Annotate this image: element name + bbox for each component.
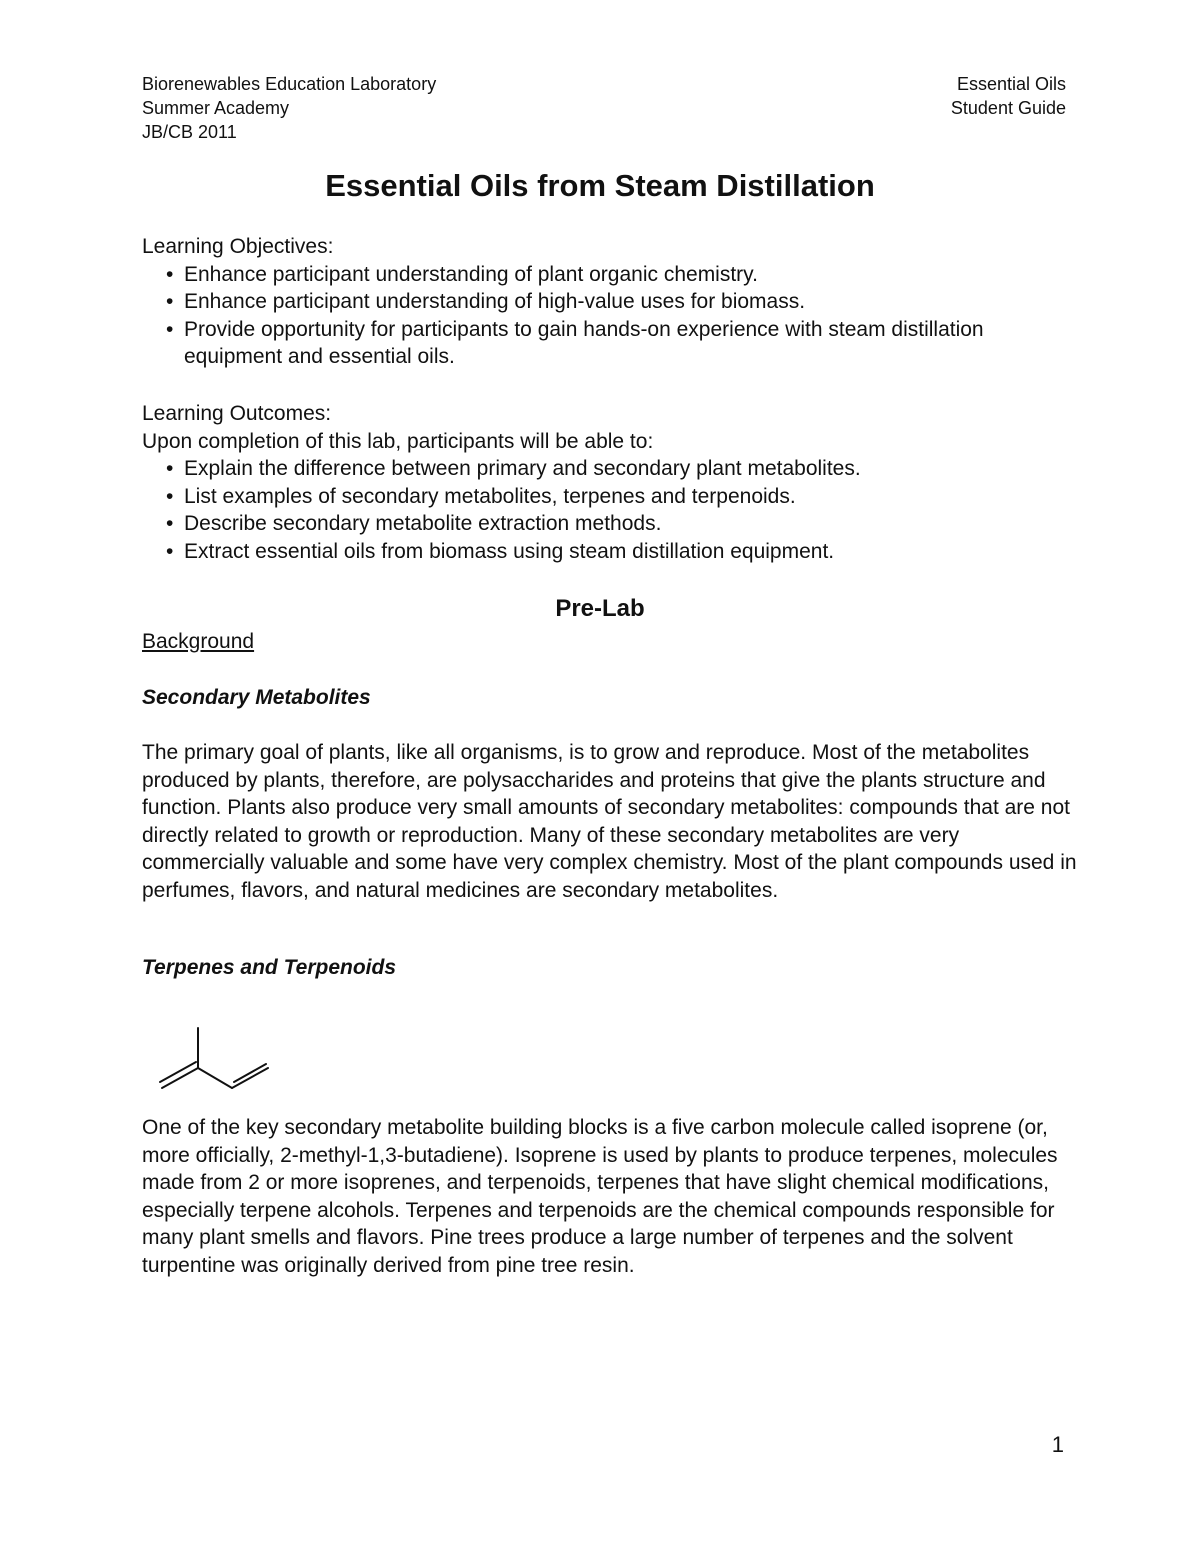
list-item: • Enhance participant understanding of high-value uses for biomass. [162, 288, 1082, 316]
header-left [142, 72, 436, 144]
bullet-icon: • [166, 290, 174, 313]
objectives-list [142, 261, 1082, 371]
bullet-icon: • [166, 317, 174, 341]
secondary-metabolites-heading: Secondary Metabolites [142, 686, 371, 709]
list-item: • List examples of secondary metabolites, terpenes and terpenoids. [162, 483, 1082, 511]
secondary-metabolites-paragraph: The primary goal of plants, like all organisms, is to grow and reproduce. Most of the metabolites produced by plants, therefore, are polysaccharides and proteins that give the plants structure and function. Plants also produce very small amounts of secondary metabolites: compounds that are not directly related to growth or reproduction. Many of these secondary metabolites are very commercially valuable and some have very complex chemistry. Most of the plant compounds used in perfumes, flavors, and natural medicines are secondary metabolites. [142, 741, 1077, 902]
learning-outcomes-section [142, 400, 1082, 565]
page-number: 1 [1051, 1432, 1064, 1457]
single-bond-center [198, 1068, 232, 1088]
bullet-icon: • [166, 539, 174, 563]
bullet-icon: • [166, 512, 174, 535]
terpenes-section [142, 1114, 1077, 1279]
objectives-label: Learning Objectives: [142, 235, 334, 258]
list-item: • Describe secondary metabolite extraction methods. [162, 510, 1082, 538]
header-authors-year: JB/CB 2011 [142, 122, 237, 142]
bullet-icon: • [166, 484, 174, 508]
bullet-icon: • [166, 262, 174, 286]
bullet-icon: • [166, 457, 174, 480]
list-item: • Extract essential oils from biomass using steam distillation equipment. [162, 538, 1082, 566]
list-item: • Provide opportunity for participants to gain hands-on experience with steam distillation equipment and essential oils. [166, 317, 984, 368]
terpenes-paragraph: One of the key secondary metabolite building blocks is a five carbon molecule called isoprene (or, more officially, 2-methyl-1,3-butadiene). Isoprene is used by plants to produce terpenes, molecules made from 2 or more isoprenes, and terpenoids, terpenes that have slight chemical modifications, especially terpene alcohols. Terpenes and terpenoids are the chemical compounds responsible for many plant smells and flavors. Pine trees produce a large number of terpenes and the solvent turpentine was originally derived from pine tree resin. [142, 1116, 1058, 1277]
outcomes-intro: Upon completion of this lab, participants will be able to: [142, 429, 654, 453]
background-label: Background [142, 630, 255, 653]
terpenes-heading: Terpenes and Terpenoids [142, 956, 396, 979]
header-guide-type: Student Guide [950, 98, 1066, 118]
double-bond-right-b [234, 1064, 266, 1082]
header-program: Summer Academy [142, 98, 290, 118]
isoprene-structure-diagram [150, 1022, 280, 1102]
outcomes-label: Learning Outcomes: [142, 402, 332, 425]
double-bond-right-a [232, 1068, 268, 1088]
prelab-heading: Pre-Lab [555, 595, 645, 622]
list-item: • Enhance participant understanding of plant organic chemistry. [162, 261, 1082, 289]
header-lab-name: Biorenewables Education Laboratory [142, 74, 437, 94]
list-item: • Explain the difference between primary and secondary plant metabolites. [162, 455, 1082, 483]
outcomes-list [142, 455, 1082, 565]
document-title: Essential Oils from Steam Distillation [325, 168, 875, 203]
header-right [951, 72, 1066, 120]
learning-objectives-section [142, 233, 1082, 371]
secondary-metabolites-section [142, 739, 1077, 904]
header-topic: Essential Oils [956, 74, 1066, 94]
